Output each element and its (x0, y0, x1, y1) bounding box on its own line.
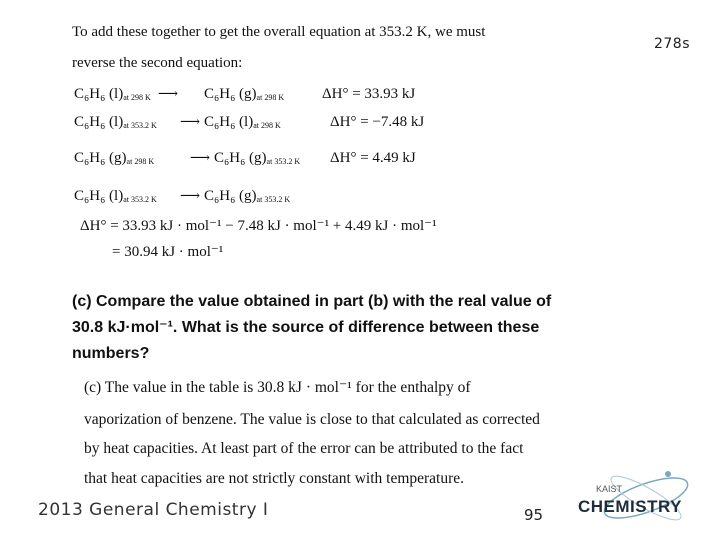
eq2-right-sub: at 298 K (253, 121, 281, 130)
eq2-arrow-icon: ⟶ (180, 115, 200, 130)
eq1-arrow-icon: ⟶ (158, 87, 178, 102)
question-line-2: 30.8 kJ·mol⁻¹. What is the source of difference between these (72, 319, 540, 336)
logo-text: CHEMISTRY (578, 497, 682, 516)
eq4-right: C₆H₆ (g) (204, 188, 257, 204)
question-line-1: (c) Compare the value obtained in part (b) with the real value of (72, 293, 552, 310)
eq1-right-sub: at 298 K (256, 93, 285, 102)
eq2-right: C₆H₆ (l) (204, 114, 254, 130)
answer-line-1: (c) The value in the table is 30.8 kJ · mol⁻¹ for the enthalpy of (84, 379, 471, 396)
eq3-dh: ΔH° = 4.49 kJ (330, 150, 416, 166)
sum-line-2: = 30.94 kJ · mol⁻¹ (112, 244, 224, 260)
eq3-right: C₆H₆ (g) (214, 150, 267, 166)
eq4-arrow-icon: ⟶ (180, 189, 200, 204)
answer-line-3: by heat capacities. At least part of the error can be attributed to the fact (84, 440, 524, 457)
eq2-left-sub: at 353.2 K (123, 121, 157, 130)
footer-course-title: 2013 General Chemistry I (38, 500, 269, 520)
eq1-dh: ΔH° = 33.93 kJ (322, 86, 416, 102)
eq3-right-sub: at 353.2 K (266, 157, 301, 166)
corner-page-number: 278s (653, 36, 690, 52)
eq3-left-sub: at 298 K (126, 157, 155, 166)
eq4-right-sub: at 353.2 K (256, 195, 291, 204)
eq4-left-sub: at 353.2 K (123, 195, 157, 204)
eq1-left-sub: at 298 K (123, 93, 151, 102)
eq2-dh: ΔH° = −7.48 kJ (330, 114, 425, 130)
sum-line-1: ΔH° = 33.93 kJ · mol⁻¹ − 7.48 kJ · mol⁻¹ + 4.49 kJ · mol⁻¹ (80, 218, 437, 234)
eq2-left: C₆H₆ (l) (74, 114, 124, 130)
eq1-right: C₆H₆ (g) (204, 86, 257, 102)
chemistry-logo (576, 464, 696, 524)
eq1-left: C₆H₆ (l) (74, 86, 124, 102)
logo-small-text: KAIST (596, 484, 623, 494)
slide-number: 95 (524, 506, 544, 524)
eq4-left: C₆H₆ (l) (74, 188, 124, 204)
eq3-left: C₆H₆ (g) (74, 150, 127, 166)
answer-line-4: that heat capacities are not strictly constant with temperature. (84, 470, 465, 487)
question-line-3: numbers? (72, 345, 150, 362)
eq3-arrow-icon: ⟶ (190, 151, 210, 166)
intro-line-2: reverse the second equation: (72, 55, 243, 71)
intro-line-1: To add these together to get the overall equation at 353.2 K, we must (72, 24, 486, 40)
answer-line-2: vaporization of benzene. The value is close to that calculated as corrected (84, 411, 540, 428)
